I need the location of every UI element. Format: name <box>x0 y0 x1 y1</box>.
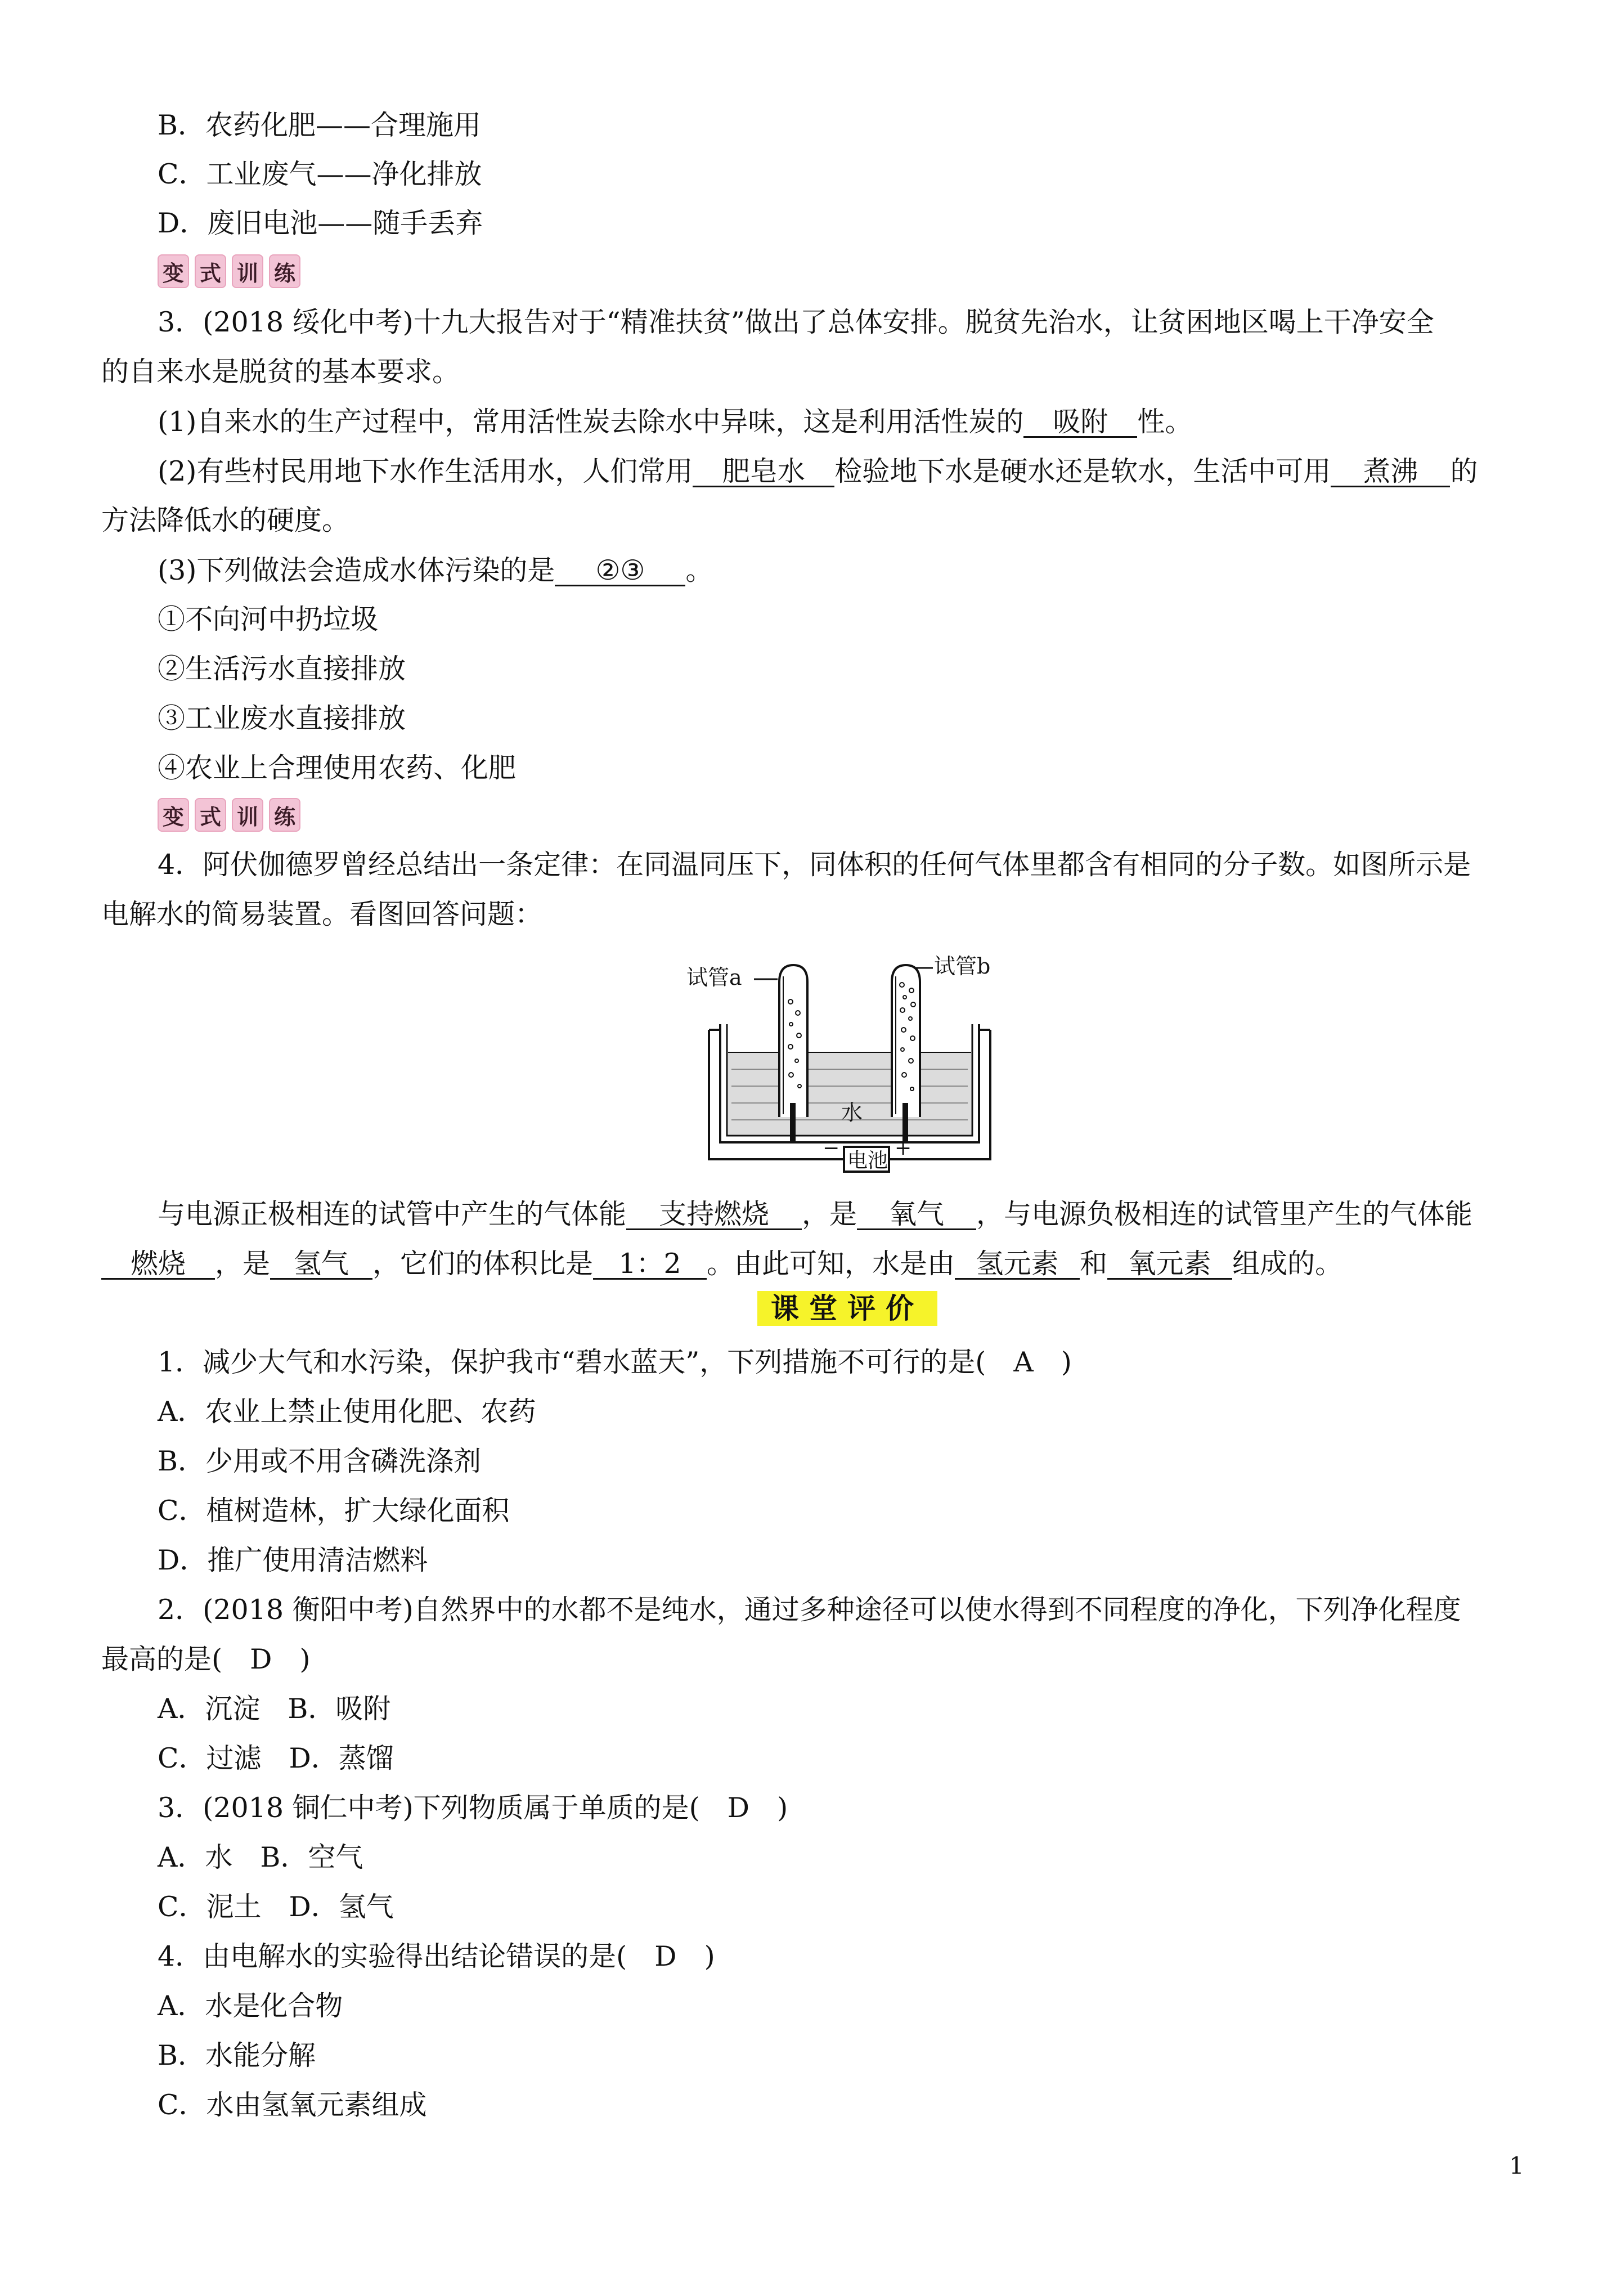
eval-q2-stem: 2．(2018 衡阳中考)自然界中的水都不是纯水，通过多种途径可以使水得到不同程度的净化，下列净化程度 <box>158 1594 1461 1626</box>
eval-q1-option: C．植树造林，扩大绿化面积 <box>158 1495 510 1527</box>
page-number: 1 <box>1509 2152 1524 2180</box>
eval-q3-option: A．水 B．空气 <box>158 1841 363 1873</box>
label-test-tube-a: 试管a <box>686 965 742 990</box>
q3-item: ①不向河中扔垃圾 <box>158 603 379 635</box>
eval-q3-option: C．泥土 D．氢气 <box>158 1891 394 1923</box>
eval-q1-stem: 1．减少大气和水污染，保护我市“碧水蓝天”，下列措施不可行的是( A ) <box>158 1346 1072 1378</box>
answer-blank: 燃烧 <box>101 1249 215 1280</box>
variant-training-tag: 变 式 训 练 <box>158 254 300 286</box>
option-b: B．农药化肥——合理施用 <box>158 109 482 141</box>
label-test-tube-b: 试管b <box>934 954 991 979</box>
eval-q2-stem-line2: 最高的是( D ) <box>101 1643 311 1675</box>
q3-part3: (3)下列做法会造成水体污染的是 ②③ 。 <box>158 554 713 586</box>
eval-q1-option: B．少用或不用含磷洗涤剂 <box>158 1445 482 1477</box>
eval-q1-option: A．农业上禁止使用化肥、农药 <box>158 1396 536 1428</box>
answer-blank: 氧元素 <box>1107 1249 1232 1280</box>
q3-stem-line2: 的自来水是脱贫的基本要求。 <box>101 356 460 388</box>
option-d: D．废旧电池——随手丢弃 <box>158 207 483 239</box>
eval-q4-option: A．水是化合物 <box>158 1990 343 2022</box>
option-c: C．工业废气——净化排放 <box>158 158 482 190</box>
eval-q1-option: D．推广使用清洁燃料 <box>158 1544 428 1576</box>
q4-answer-line2: 燃烧 ，是 氢气 ，它们的体积比是 1：2 。由此可知，水是由 氢元素 和 氧元素 组成的。 <box>101 1249 1342 1280</box>
label-water: 水 <box>841 1100 863 1125</box>
label-positive: + <box>895 1137 912 1160</box>
q3-item: ④农业上合理使用农药、化肥 <box>158 752 517 784</box>
q3-item: ③工业废水直接排放 <box>158 702 406 734</box>
answer-blank: 支持燃烧 <box>626 1200 802 1230</box>
q4-stem-line1: 4．阿伏伽德罗曾经总结出一条定律：在同温同压下，同体积的任何气体里都含有相同的分子数。如图所示是 <box>158 849 1471 881</box>
answer-blank: 肥皂水 <box>693 457 834 487</box>
answer-blank: 1：2 <box>593 1249 707 1280</box>
label-negative: − <box>823 1137 840 1160</box>
label-battery: 电池 <box>847 1149 888 1172</box>
eval-q2-option: C．过滤 D．蒸馏 <box>158 1742 394 1774</box>
answer-blank: 吸附 <box>1023 407 1137 438</box>
eval-q4-option: C．水由氢氧元素组成 <box>158 2089 427 2121</box>
section-title-class-evaluation: 课堂评价 <box>757 1291 937 1326</box>
q3-part1: (1)自来水的生产过程中，常用活性炭去除水中异味，这是利用活性炭的 吸附 性。 <box>158 406 1193 438</box>
answer-blank: 煮沸 <box>1331 457 1450 487</box>
q4-stem-line2: 电解水的简易装置。看图回答问题： <box>101 898 543 930</box>
q3-item: ②生活污水直接排放 <box>158 653 406 685</box>
answer-blank: ②③ <box>555 556 685 586</box>
answer-blank: 氢元素 <box>955 1249 1080 1280</box>
eval-q3-stem: 3．(2018 铜仁中考)下列物质属于单质的是( D ) <box>158 1792 788 1824</box>
q3-part2-line2: 方法降低水的硬度。 <box>101 504 350 536</box>
eval-q4-option: B．水能分解 <box>158 2039 316 2071</box>
variant-training-tag: 变 式 训 练 <box>158 798 300 829</box>
answer-blank: 氧气 <box>857 1200 976 1230</box>
electrolysis-apparatus-figure <box>675 951 1024 1182</box>
q3-part2: (2)有些村民用地下水作生活用水，人们常用 肥皂水 检验地下水是硬水还是软水，生活中可用 煮沸 的 <box>158 455 1478 487</box>
eval-q2-option: A．沉淀 B．吸附 <box>158 1693 391 1725</box>
eval-q4-stem: 4．由电解水的实验得出结论错误的是( D ) <box>158 1940 715 1972</box>
answer-blank: 氢气 <box>270 1249 372 1280</box>
q4-answer-line1: 与电源正极相连的试管中产生的气体能 支持燃烧 ，是 氧气 ，与电源负极相连的试管里产生的气体能 <box>158 1198 1473 1230</box>
q3-stem-line1: 3．(2018 绥化中考)十九大报告对于“精准扶贫”做出了总体安排。脱贫先治水，让贫困地区喝上干净安全 <box>158 306 1434 338</box>
